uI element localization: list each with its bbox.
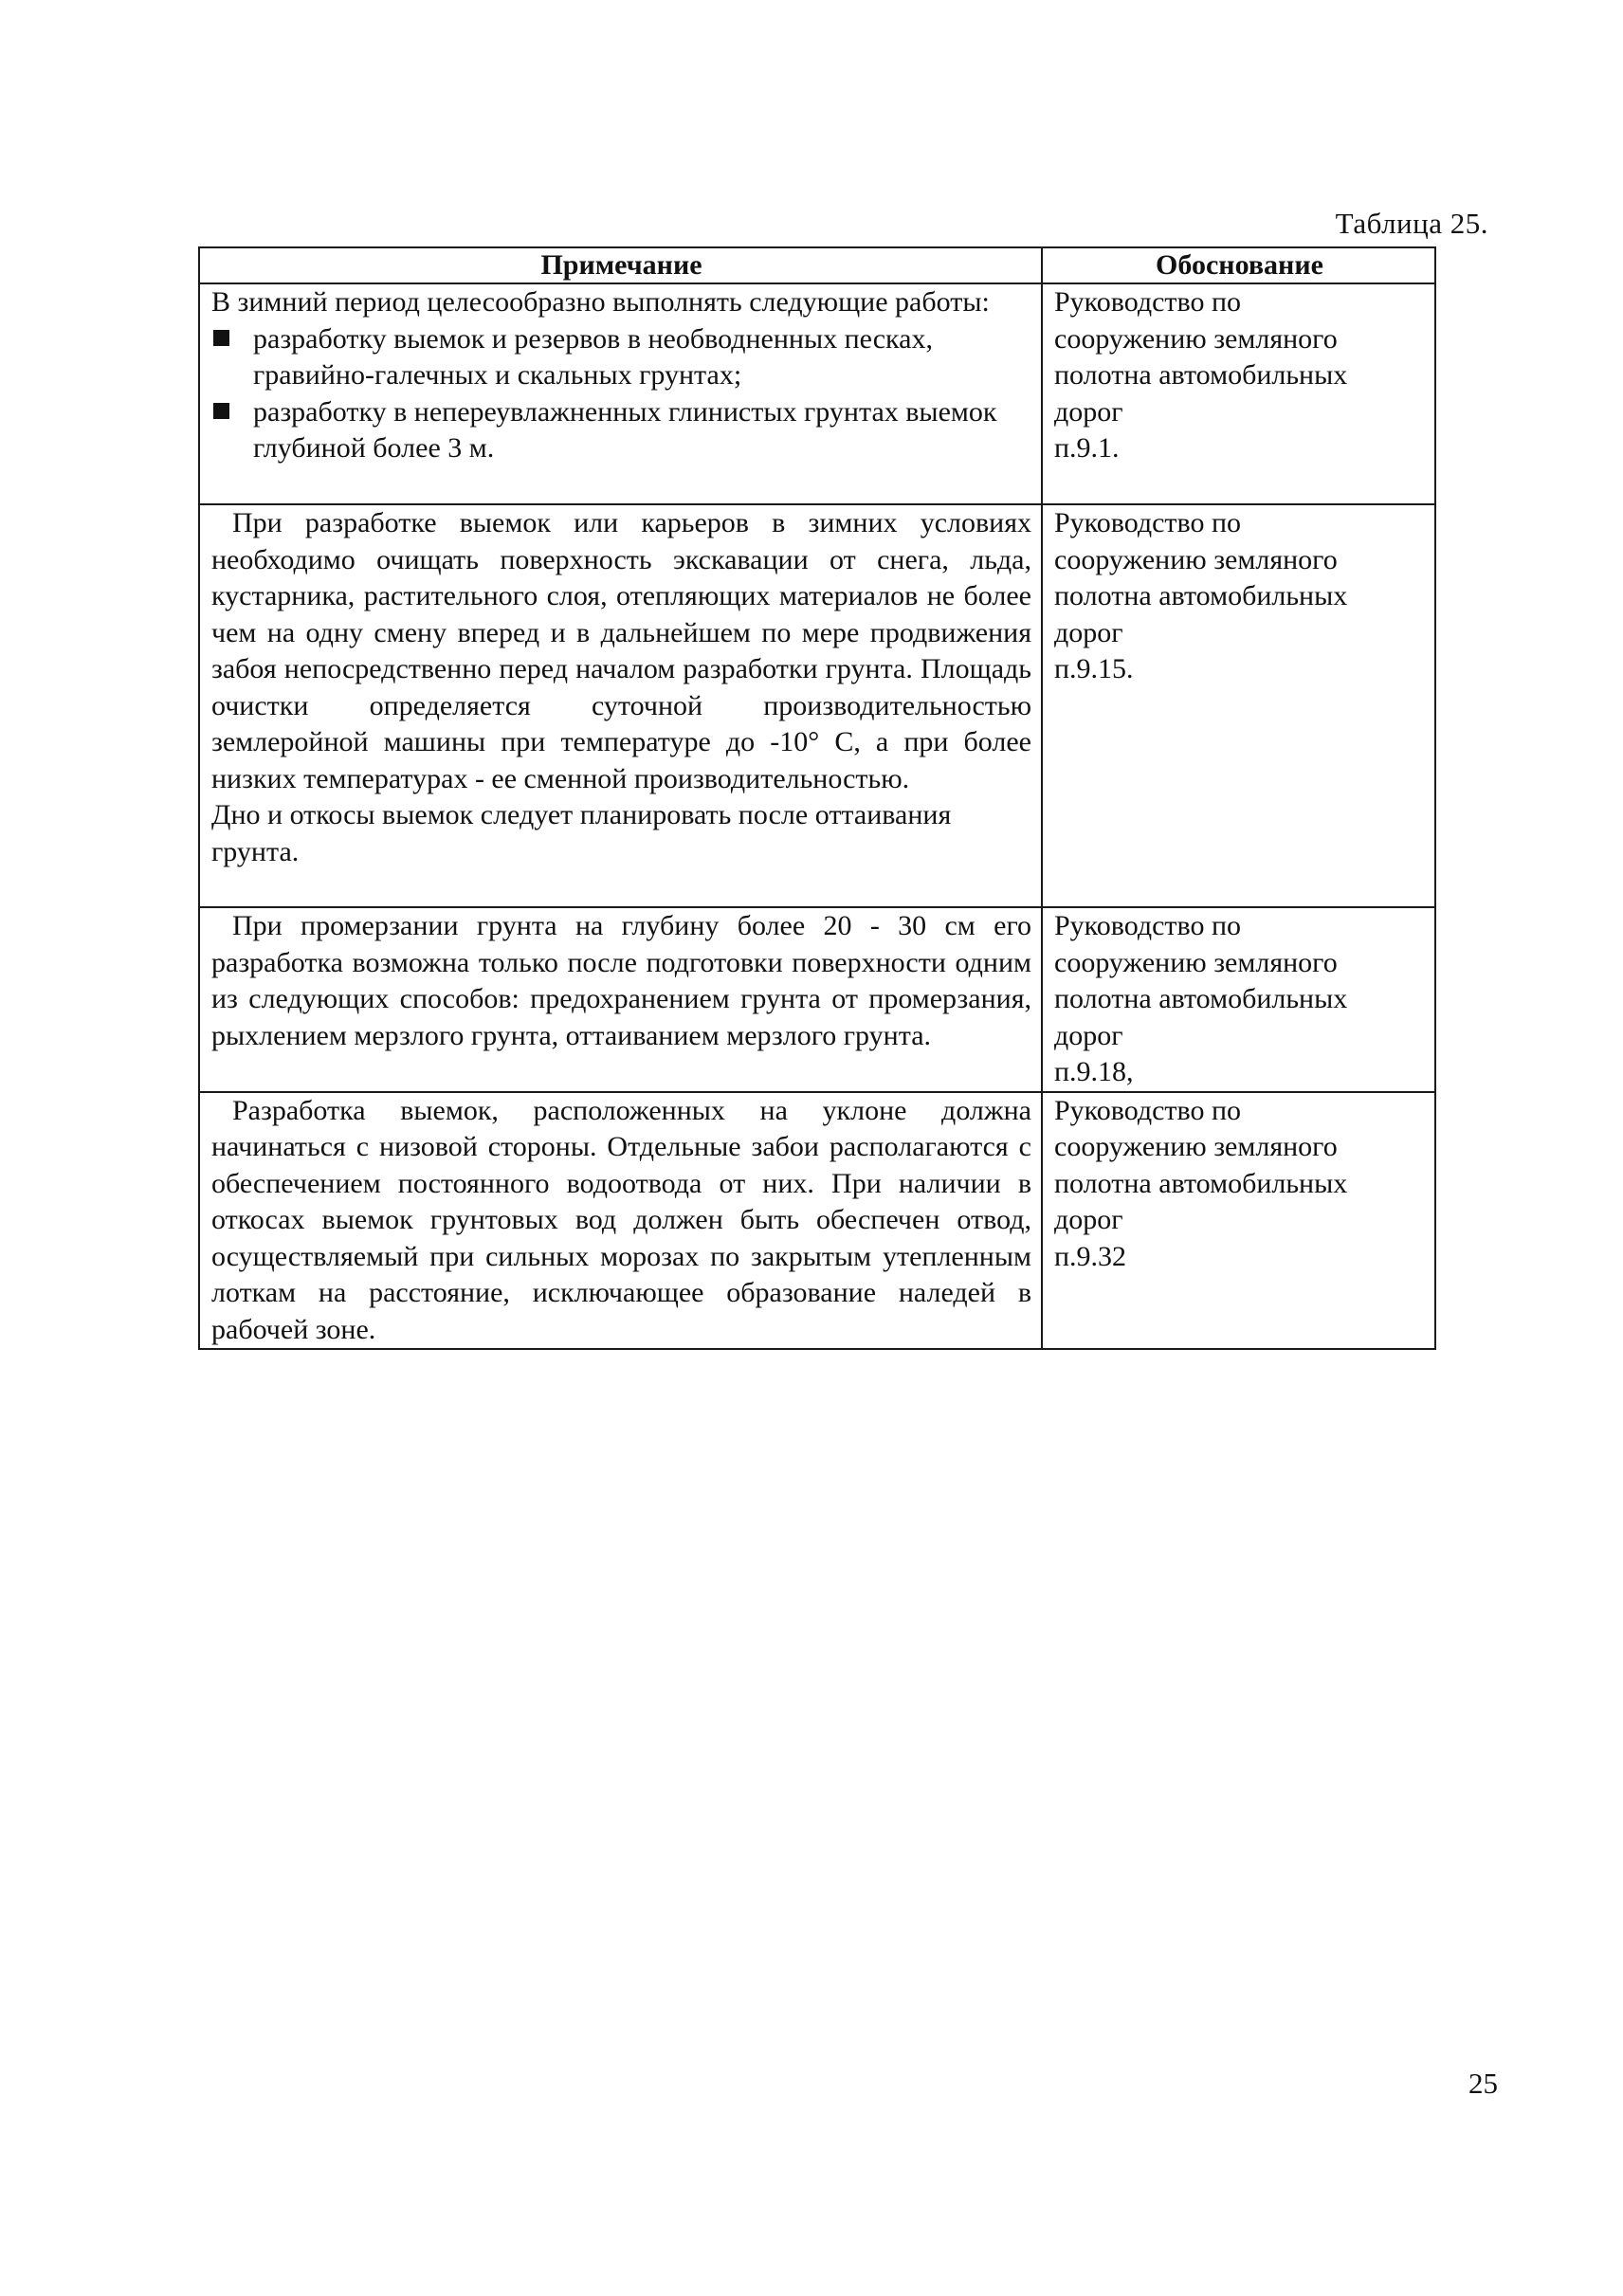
table-header-row: [199, 247, 1435, 283]
basis-line: дорог: [1054, 616, 1123, 648]
basis-line: дорог: [1054, 1019, 1123, 1051]
basis-cell: [1042, 283, 1435, 504]
header-basis: Обоснование: [1042, 247, 1435, 283]
basis-line: п.9.15.: [1054, 653, 1134, 684]
notes-table: [198, 246, 1436, 1350]
note-paragraph: При разработке выемок или карьеров в зимних условиях необходимо очищать поверхность экскавации от снега, льда, кустарника, растительного слоя, отепляющих материалов не более чем на одну смену вперед и в дальнейшем по мере продвижения забоя непосредственно перед началом разработки грунта. Площадь очистки определяется суточной производительностью землеройной машины при температуре до -10° С, а при более низких температурах - ее сменной производительностью.: [211, 507, 1031, 794]
list-item: [211, 321, 1031, 394]
basis-line: Руководство по: [1054, 286, 1242, 318]
basis-line: п.9.18,: [1054, 1056, 1134, 1087]
table-row: [199, 1092, 1435, 1350]
basis-line: дорог: [1054, 1204, 1123, 1235]
basis-line: сооружению земляного: [1054, 543, 1338, 575]
note-paragraph: При промерзании грунта на глубину более 20 - 30 см его разработка возможна только после подготовки поверхности одним из следующих способов: предохранением грунта от промерзания, рыхлением мерзлого грунта, оттаиванием мерзлого грунта.: [211, 910, 1031, 1051]
basis-cell: [1042, 1092, 1435, 1350]
basis-line: полотна автомобильных: [1054, 983, 1348, 1014]
basis-line: сооружению земляного: [1054, 1131, 1338, 1162]
note-paragraph: Разработка выемок, расположенных на уклоне должна начинаться с низовой стороны. Отдельные забои располагаются с обеспечением постоянного водоотвода от них. При наличии в откосах выемок грунтовых вод должен быть обеспечен отвод, осуществляемый при сильных морозах по закрытым утепленным лоткам на расстояние, исключающее образование наледей в рабочей зоне.: [211, 1094, 1031, 1345]
basis-line: полотна автомобильных: [1054, 1167, 1348, 1199]
basis-line: п.9.1.: [1054, 432, 1120, 464]
basis-line: сооружению земляного: [1054, 322, 1338, 355]
table-caption: Таблица 25.: [1335, 207, 1488, 240]
basis-line: Руководство по: [1054, 507, 1242, 538]
note-cell: [199, 504, 1042, 907]
basis-cell: [1042, 504, 1435, 907]
basis-line: полотна автомобильных: [1054, 359, 1348, 391]
basis-cell: [1042, 907, 1435, 1092]
page-number: 25: [1468, 2067, 1498, 2100]
square-bullet-icon: [213, 330, 229, 346]
list-item: [211, 394, 1031, 467]
basis-line: полотна автомобильных: [1054, 580, 1348, 611]
bullet-text: разработку выемок и резервов в необводненных песках, гравийно-галечных и скальных грунтах;: [253, 322, 933, 391]
basis-line: дорог: [1054, 395, 1123, 428]
table-row: [199, 283, 1435, 504]
basis-line: п.9.32: [1054, 1240, 1127, 1272]
basis-line: сооружению земляного: [1054, 946, 1338, 978]
note-intro: В зимний период целесообразно выполнять следующие работы:: [211, 286, 990, 318]
bullet-text: разработку в непереувлажненных глинистых грунтах выемок глубиной более 3 м.: [253, 395, 997, 464]
square-bullet-icon: [213, 403, 229, 419]
table-row: [199, 907, 1435, 1092]
note-cell: [199, 283, 1042, 504]
header-note: Примечание: [199, 247, 1042, 283]
bullet-list: [211, 321, 1031, 467]
note-paragraph: Дно и откосы выемок следует планировать после оттаивания грунта.: [211, 799, 952, 867]
basis-line: Руководство по: [1054, 910, 1242, 941]
note-cell: [199, 907, 1042, 1092]
table-row: [199, 504, 1435, 907]
note-cell: [199, 1092, 1042, 1350]
basis-line: Руководство по: [1054, 1094, 1242, 1126]
